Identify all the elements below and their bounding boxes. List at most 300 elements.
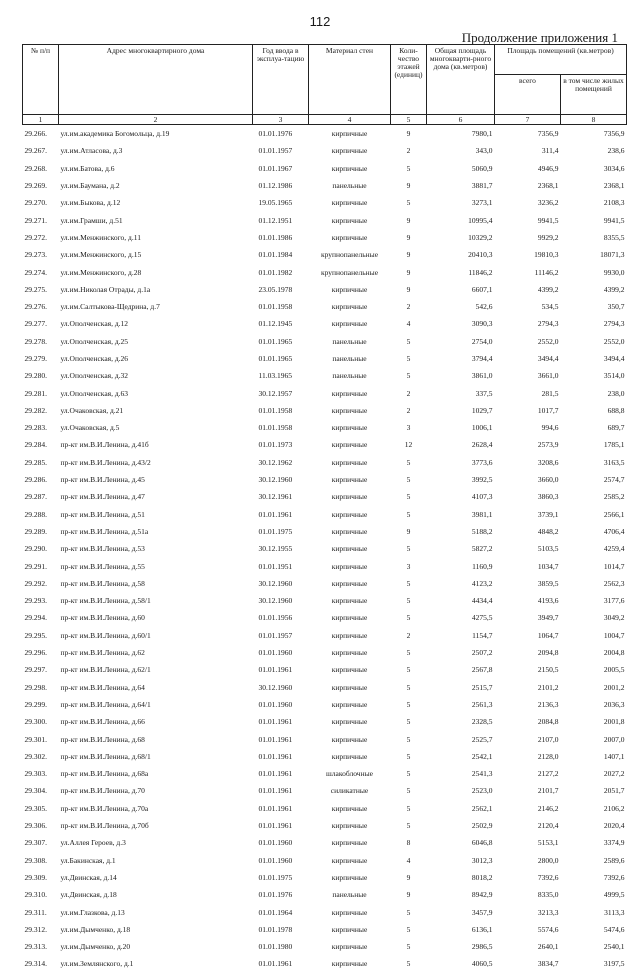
row-number: 29.279.	[24, 354, 47, 363]
row-number: 29.270.	[24, 198, 47, 208]
address-cell: ул.Двинская, д.14	[60, 872, 117, 882]
premises-living-cell: 18071,3	[600, 250, 625, 260]
material-cell: кирпичные	[331, 319, 368, 329]
row-number: 29.273.	[24, 250, 47, 260]
year-cell: 30.12.1955	[258, 544, 293, 554]
premises-living-cell: 3113,3	[604, 907, 625, 917]
table-row	[23, 281, 627, 298]
premises-living-cell: 4399,2	[603, 284, 625, 294]
premises-total-cell: 281,5	[541, 388, 559, 398]
column-number: 1	[23, 115, 59, 125]
material-cell: кирпичные	[331, 215, 368, 225]
total-area-cell: 1160,9	[472, 561, 493, 571]
address-cell: ул.им.Глазкова, д.13	[60, 907, 125, 917]
material-cell: кирпичные	[331, 423, 368, 433]
table-row	[23, 229, 627, 246]
address-cell: ул.Ополченская, д.12	[60, 319, 129, 329]
material-cell: кирпичные	[331, 440, 368, 450]
premises-total-cell: 3949,7	[537, 613, 559, 623]
material-cell: кирпичные	[331, 855, 368, 865]
year-cell: 01.01.1986	[258, 232, 293, 242]
material-cell: кирпичные	[331, 526, 368, 536]
row-number: 29.302.	[24, 751, 47, 761]
premises-living-cell: 7356,9	[603, 129, 625, 139]
table-row	[23, 263, 627, 280]
row-number: 29.286.	[24, 475, 47, 485]
premises-total-cell: 4193,6	[537, 596, 559, 606]
total-area-cell: 3981,1	[471, 509, 493, 519]
floors-cell: 5	[406, 648, 411, 658]
address-cell: пр-кт им.В.И.Ленина, д.68/1	[60, 751, 151, 761]
premises-living-cell: 238,0	[607, 388, 625, 398]
premises-total-cell: 3213,3	[537, 907, 559, 917]
table-row	[23, 211, 627, 228]
address-cell: ул.Аллея Героев, д.3	[60, 838, 126, 848]
premises-living-cell: 2589,6	[603, 855, 625, 865]
year-cell: 01.01.1961	[258, 959, 293, 969]
housing-table	[22, 44, 626, 973]
total-area-cell: 2502,9	[471, 821, 493, 831]
premises-total-cell: 3660,0	[537, 475, 559, 485]
premises-living-cell: 2036,3	[603, 699, 625, 709]
premises-living-cell: 9930,0	[603, 267, 625, 277]
total-area-cell: 3090,3	[471, 319, 493, 329]
material-cell: кирпичные	[331, 163, 368, 173]
address-cell: ул.им.академика Богомольца, д.19	[60, 129, 170, 139]
total-area-cell: 3012,3	[471, 855, 493, 865]
table-row	[23, 523, 627, 540]
table-row	[23, 782, 627, 799]
address-cell: пр-кт им.В.И.Ленина, д.62	[60, 648, 145, 658]
total-area-cell: 2986,5	[471, 942, 493, 952]
premises-total-cell: 8335,0	[537, 890, 559, 900]
premises-living-cell: 2566,1	[603, 509, 625, 519]
table-row	[23, 333, 627, 350]
premises-living-cell: 350,7	[607, 302, 625, 312]
table-row	[23, 886, 627, 903]
table-row	[23, 730, 627, 747]
row-number: 29.313.	[24, 942, 47, 952]
year-cell: 30.12.1960	[258, 578, 293, 588]
total-area-cell: 3273,1	[471, 198, 493, 208]
header-year: Год ввода в эксплуа-тацию	[253, 45, 309, 115]
floors-cell: 5	[406, 717, 411, 727]
year-cell: 01.01.1960	[258, 699, 293, 709]
total-area-cell: 542,6	[475, 302, 493, 312]
material-cell: кирпичные	[331, 596, 368, 606]
floors-cell: 5	[406, 699, 411, 709]
table-row	[23, 834, 627, 851]
premises-total-cell: 3236,2	[537, 198, 559, 208]
year-cell: 19.05.1965	[258, 198, 293, 208]
premises-living-cell: 9941,5	[603, 215, 625, 225]
row-number: 29.280.	[24, 371, 47, 381]
table-row	[23, 506, 627, 523]
material-cell: кирпичные	[331, 630, 368, 640]
address-cell: пр-кт им.В.И.Ленина, д.70	[60, 786, 145, 796]
total-area-cell: 8018,2	[471, 872, 493, 882]
material-cell: кирпичные	[331, 388, 368, 398]
premises-total-cell: 2107,0	[537, 734, 559, 744]
premises-total-cell: 2128,0	[537, 751, 559, 761]
premises-total-cell: 3494,4	[537, 354, 559, 363]
address-cell: ул.Очаковская, д.5	[60, 423, 120, 433]
row-number: 29.281.	[24, 388, 47, 398]
total-area-cell: 2561,3	[471, 699, 493, 709]
material-cell: кирпичные	[331, 907, 368, 917]
floors-cell: 2	[406, 630, 411, 640]
material-cell: кирпичные	[331, 803, 368, 813]
address-cell: пр-кт им.В.И.Ленина, д.58/1	[60, 596, 151, 606]
row-number: 29.272.	[24, 232, 47, 242]
floors-cell: 5	[406, 198, 411, 208]
material-cell: кирпичные	[331, 665, 368, 675]
year-cell: 01.01.1967	[258, 163, 293, 173]
total-area-cell: 2542,1	[471, 751, 493, 761]
row-number: 29.274.	[24, 267, 47, 277]
table-row	[23, 644, 627, 661]
table-row	[23, 955, 627, 972]
table-row	[23, 557, 627, 574]
total-area-cell: 4275,5	[471, 613, 493, 623]
total-area-cell: 4434,4	[471, 596, 493, 606]
floors-cell: 5	[406, 509, 411, 519]
address-cell: ул.Бакинская, д.1	[60, 855, 116, 865]
premises-living-cell: 3197,5	[603, 959, 625, 969]
material-cell: кирпичные	[331, 717, 368, 727]
year-cell: 01.12.1951	[258, 215, 293, 225]
material-cell: силикатные	[330, 786, 369, 796]
premises-living-cell: 2001,2	[603, 682, 625, 692]
floors-cell: 2	[406, 388, 411, 398]
floors-cell: 5	[406, 354, 411, 363]
year-cell: 01.01.1960	[258, 855, 293, 865]
floors-cell: 9	[406, 215, 411, 225]
premises-living-cell: 1407,1	[603, 751, 625, 761]
row-number: 29.298.	[24, 682, 47, 692]
total-area-cell: 2628,4	[471, 440, 493, 450]
row-number: 29.303.	[24, 769, 47, 779]
floors-cell: 3	[406, 423, 411, 433]
year-cell: 01.01.1956	[258, 613, 293, 623]
total-area-cell: 7980,1	[471, 129, 493, 139]
premises-total-cell: 3208,6	[537, 457, 559, 467]
address-cell: пр-кт им.В.И.Ленина, д.47	[60, 492, 145, 502]
address-cell: ул.им.Николая Отрады, д.1а	[60, 284, 151, 294]
premises-living-cell: 3177,6	[603, 596, 625, 606]
row-number: 29.305.	[24, 803, 47, 813]
premises-living-cell: 2007,0	[603, 734, 625, 744]
premises-total-cell: 7356,9	[537, 129, 559, 139]
address-cell: пр-кт им.В.И.Ленина, д.53	[60, 544, 145, 554]
year-cell: 01.12.1945	[258, 319, 293, 329]
row-number: 29.307.	[24, 838, 47, 848]
material-cell: кирпичные	[331, 544, 368, 554]
total-area-cell: 11846,2	[468, 267, 493, 277]
material-cell: кирпичные	[331, 475, 368, 485]
total-area-cell: 10329,2	[468, 232, 493, 242]
total-area-cell: 2754,0	[471, 336, 493, 346]
year-cell: 01.01.1975	[258, 872, 293, 882]
material-cell: кирпичные	[331, 682, 368, 692]
material-cell: кирпичные	[331, 284, 368, 294]
address-cell: пр-кт им.В.И.Ленина, д.68а	[60, 769, 149, 779]
premises-total-cell: 1017,7	[537, 405, 559, 415]
material-cell: кирпичные	[331, 821, 368, 831]
row-number: 29.310.	[24, 890, 47, 900]
address-cell: ул.Ополченская, д.63	[60, 388, 129, 398]
address-cell: ул.им.Баумана, д.2	[60, 181, 120, 191]
address-cell: пр-кт им.В.И.Ленина, д.51	[60, 509, 145, 519]
row-number: 29.311.	[24, 907, 47, 917]
header-num: № п/п	[23, 45, 59, 115]
material-cell: кирпичные	[331, 198, 368, 208]
premises-living-cell: 2001,8	[603, 717, 625, 727]
row-number: 29.289.	[24, 526, 47, 536]
material-cell: кирпичные	[331, 872, 368, 882]
premises-total-cell: 5574,6	[537, 924, 559, 934]
address-cell: ул.им.Быкова, д.12	[60, 198, 121, 208]
material-cell: кирпичные	[331, 302, 368, 312]
header-total-area: Общая площадь многокварти-рного дома (кв.метров)	[427, 45, 495, 115]
table-row	[23, 713, 627, 730]
table-row	[23, 315, 627, 332]
year-cell: 01.01.1964	[258, 907, 293, 917]
material-cell: крупнопанельные	[320, 250, 379, 260]
premises-living-cell: 2027,2	[603, 769, 625, 779]
address-cell: пр-кт им.В.И.Ленина, д.45	[60, 475, 145, 485]
premises-total-cell: 2150,5	[537, 665, 559, 675]
year-cell: 01.01.1984	[258, 250, 293, 260]
premises-living-cell: 2540,1	[603, 942, 625, 952]
premises-total-cell: 19810,3	[534, 250, 559, 260]
header-premises-living: в том числе жилых помещений	[561, 75, 627, 115]
premises-living-cell: 5474,6	[603, 924, 625, 934]
total-area-cell: 5188,2	[471, 526, 493, 536]
address-cell: ул.им.Батова, д.6	[60, 163, 115, 173]
year-cell: 01.01.1975	[258, 526, 293, 536]
header-premises-total: всего	[495, 75, 561, 115]
premises-total-cell: 1064,7	[537, 630, 559, 640]
table-row	[23, 903, 627, 920]
table-row	[23, 540, 627, 557]
year-cell: 01.01.1960	[258, 648, 293, 658]
total-area-cell: 2507,2	[471, 648, 493, 658]
premises-living-cell: 2108,3	[603, 198, 625, 208]
column-number: 5	[391, 115, 427, 125]
continuation-label: Продолжение приложения 1	[461, 30, 618, 45]
header-floors: Коли-чество этажей (единиц)	[391, 45, 427, 115]
row-number: 29.282.	[24, 405, 47, 415]
premises-total-cell: 4946,9	[537, 163, 559, 173]
total-area-cell: 337,5	[475, 388, 493, 398]
premises-living-cell: 3514,0	[603, 371, 625, 381]
table-row	[23, 384, 627, 401]
premises-living-cell: 2552,0	[603, 336, 625, 346]
column-number: 3	[253, 115, 309, 125]
year-cell: 01.01.1958	[258, 423, 293, 433]
address-cell: пр-кт им.В.И.Ленина, д.51а	[60, 526, 149, 536]
floors-cell: 9	[406, 526, 411, 536]
total-area-cell: 2515,7	[471, 682, 493, 692]
floors-cell: 5	[406, 544, 411, 554]
table-row	[23, 765, 627, 782]
material-cell: кирпичные	[331, 734, 368, 744]
year-cell: 01.01.1965	[258, 354, 293, 363]
material-cell: кирпичные	[331, 959, 368, 969]
address-cell: ул.им.Дымченко, д.18	[60, 924, 131, 934]
total-area-cell: 3992,5	[471, 475, 493, 485]
total-area-cell: 2567,8	[471, 665, 493, 675]
premises-total-cell: 2146,2	[537, 803, 559, 813]
premises-total-cell: 5103,5	[537, 544, 559, 554]
premises-total-cell: 3860,3	[537, 492, 559, 502]
material-cell: шлакоблочные	[326, 769, 373, 779]
total-area-cell: 3861,0	[471, 371, 493, 381]
year-cell: 30.12.1960	[258, 682, 293, 692]
floors-cell: 5	[406, 492, 411, 502]
premises-living-cell: 4706,4	[603, 526, 625, 536]
table-row	[23, 661, 627, 678]
address-cell: пр-кт им.В.И.Ленина, д.60	[60, 613, 145, 623]
year-cell: 01.01.1982	[258, 267, 293, 277]
year-cell: 01.01.1961	[258, 665, 293, 675]
row-number: 29.291.	[24, 561, 47, 571]
material-cell: кирпичные	[331, 492, 368, 502]
premises-total-cell: 534,5	[541, 302, 559, 312]
column-number: 4	[309, 115, 391, 125]
table-row	[23, 488, 627, 505]
total-area-cell: 4123,2	[471, 578, 493, 588]
premises-total-cell: 3661,0	[537, 371, 559, 381]
total-area-cell: 5060,9	[471, 163, 493, 173]
premises-total-cell: 2552,0	[537, 336, 559, 346]
table-row	[23, 592, 627, 609]
floors-cell: 9	[406, 284, 411, 294]
floors-cell: 5	[406, 682, 411, 692]
year-cell: 01.01.1961	[258, 509, 293, 519]
floors-cell: 5	[406, 907, 411, 917]
premises-total-cell: 2101,2	[537, 682, 559, 692]
year-cell: 01.01.1960	[258, 838, 293, 848]
floors-cell: 5	[406, 578, 411, 588]
floors-cell: 2	[406, 405, 411, 415]
material-cell: кирпичные	[331, 457, 368, 467]
year-cell: 01.01.1957	[258, 146, 293, 156]
row-number: 29.306.	[24, 821, 47, 831]
table-row	[23, 869, 627, 886]
total-area-cell: 3457,9	[471, 907, 493, 917]
table-row	[23, 298, 627, 315]
address-cell: пр-кт им.В.И.Ленина, д.55	[60, 561, 145, 571]
address-cell: пр-кт им.В.И.Ленина, д.41б	[60, 440, 149, 450]
premises-living-cell: 4259,4	[603, 544, 625, 554]
floors-cell: 9	[406, 890, 411, 900]
premises-living-cell: 8355,5	[603, 232, 625, 242]
year-cell: 01.01.1961	[258, 803, 293, 813]
address-cell: пр-кт им.В.И.Ленина, д.64	[60, 682, 145, 692]
year-cell: 01.01.1961	[258, 734, 293, 744]
table-row	[23, 627, 627, 644]
table-row	[23, 471, 627, 488]
year-cell: 30.12.1957	[258, 388, 293, 398]
address-cell: пр-кт им.В.И.Ленина, д.68	[60, 734, 145, 744]
row-number: 29.290.	[24, 544, 47, 554]
floors-cell: 12	[404, 440, 413, 450]
material-cell: кирпичные	[331, 405, 368, 415]
row-number: 29.314.	[24, 959, 47, 969]
floors-cell: 5	[406, 613, 411, 623]
premises-living-cell: 1004,7	[603, 630, 625, 640]
address-cell: ул.Ополченская, д.26	[60, 354, 129, 363]
premises-living-cell: 688,8	[607, 405, 625, 415]
address-cell: пр-кт им.В.И.Ленина, д.58	[60, 578, 145, 588]
table-row	[23, 177, 627, 194]
floors-cell: 2	[406, 302, 411, 312]
floors-cell: 5	[406, 786, 411, 796]
row-number: 29.301.	[24, 734, 47, 744]
total-area-cell: 1029,7	[471, 405, 493, 415]
material-cell: кирпичные	[331, 924, 368, 934]
premises-total-cell: 2640,1	[537, 942, 559, 952]
premises-total-cell: 2368,1	[537, 181, 559, 191]
material-cell: кирпичные	[331, 838, 368, 848]
total-area-cell: 4060,5	[471, 959, 493, 969]
premises-total-cell: 2101,7	[537, 786, 559, 796]
table-row	[23, 419, 627, 436]
floors-cell: 9	[406, 250, 411, 260]
page-number: 112	[309, 14, 331, 29]
year-cell: 01.01.1961	[258, 751, 293, 761]
material-cell: кирпичные	[331, 232, 368, 242]
table-row	[23, 160, 627, 177]
address-cell: ул.Двинская, д.18	[60, 890, 117, 900]
column-number: 6	[427, 115, 495, 125]
table-row	[23, 125, 627, 143]
row-number: 29.268.	[24, 163, 47, 173]
floors-cell: 5	[406, 163, 411, 173]
premises-living-cell: 2368,1	[603, 181, 625, 191]
total-area-cell: 2523,0	[471, 786, 493, 796]
total-area-cell: 2562,1	[471, 803, 493, 813]
address-cell: пр-кт им.В.И.Ленина, д.64/1	[60, 699, 151, 709]
row-number: 29.276.	[24, 302, 47, 312]
material-cell: кирпичные	[331, 751, 368, 761]
material-cell: крупнопанельные	[320, 267, 379, 277]
year-cell: 01.01.1965	[258, 336, 293, 346]
row-number: 29.312.	[24, 924, 47, 934]
premises-living-cell: 2051,7	[603, 786, 625, 796]
address-cell: ул.им.Грамши, д.51	[60, 215, 123, 225]
premises-total-cell: 3859,5	[537, 578, 559, 588]
material-cell: кирпичные	[331, 648, 368, 658]
row-number: 29.292.	[24, 578, 47, 588]
row-number: 29.285.	[24, 457, 47, 467]
floors-cell: 5	[406, 942, 411, 952]
floors-cell: 5	[406, 821, 411, 831]
row-number: 29.296.	[24, 648, 47, 658]
year-cell: 01.01.1978	[258, 924, 293, 934]
total-area-cell: 4107,3	[471, 492, 493, 502]
table-row	[23, 817, 627, 834]
material-cell: кирпичные	[331, 942, 368, 952]
row-number: 29.293.	[24, 596, 47, 606]
premises-living-cell: 2585,2	[603, 492, 625, 502]
premises-living-cell: 2794,3	[603, 319, 625, 329]
year-cell: 01.01.1961	[258, 769, 293, 779]
year-cell: 01.01.1951	[258, 561, 293, 571]
column-number: 2	[59, 115, 253, 125]
